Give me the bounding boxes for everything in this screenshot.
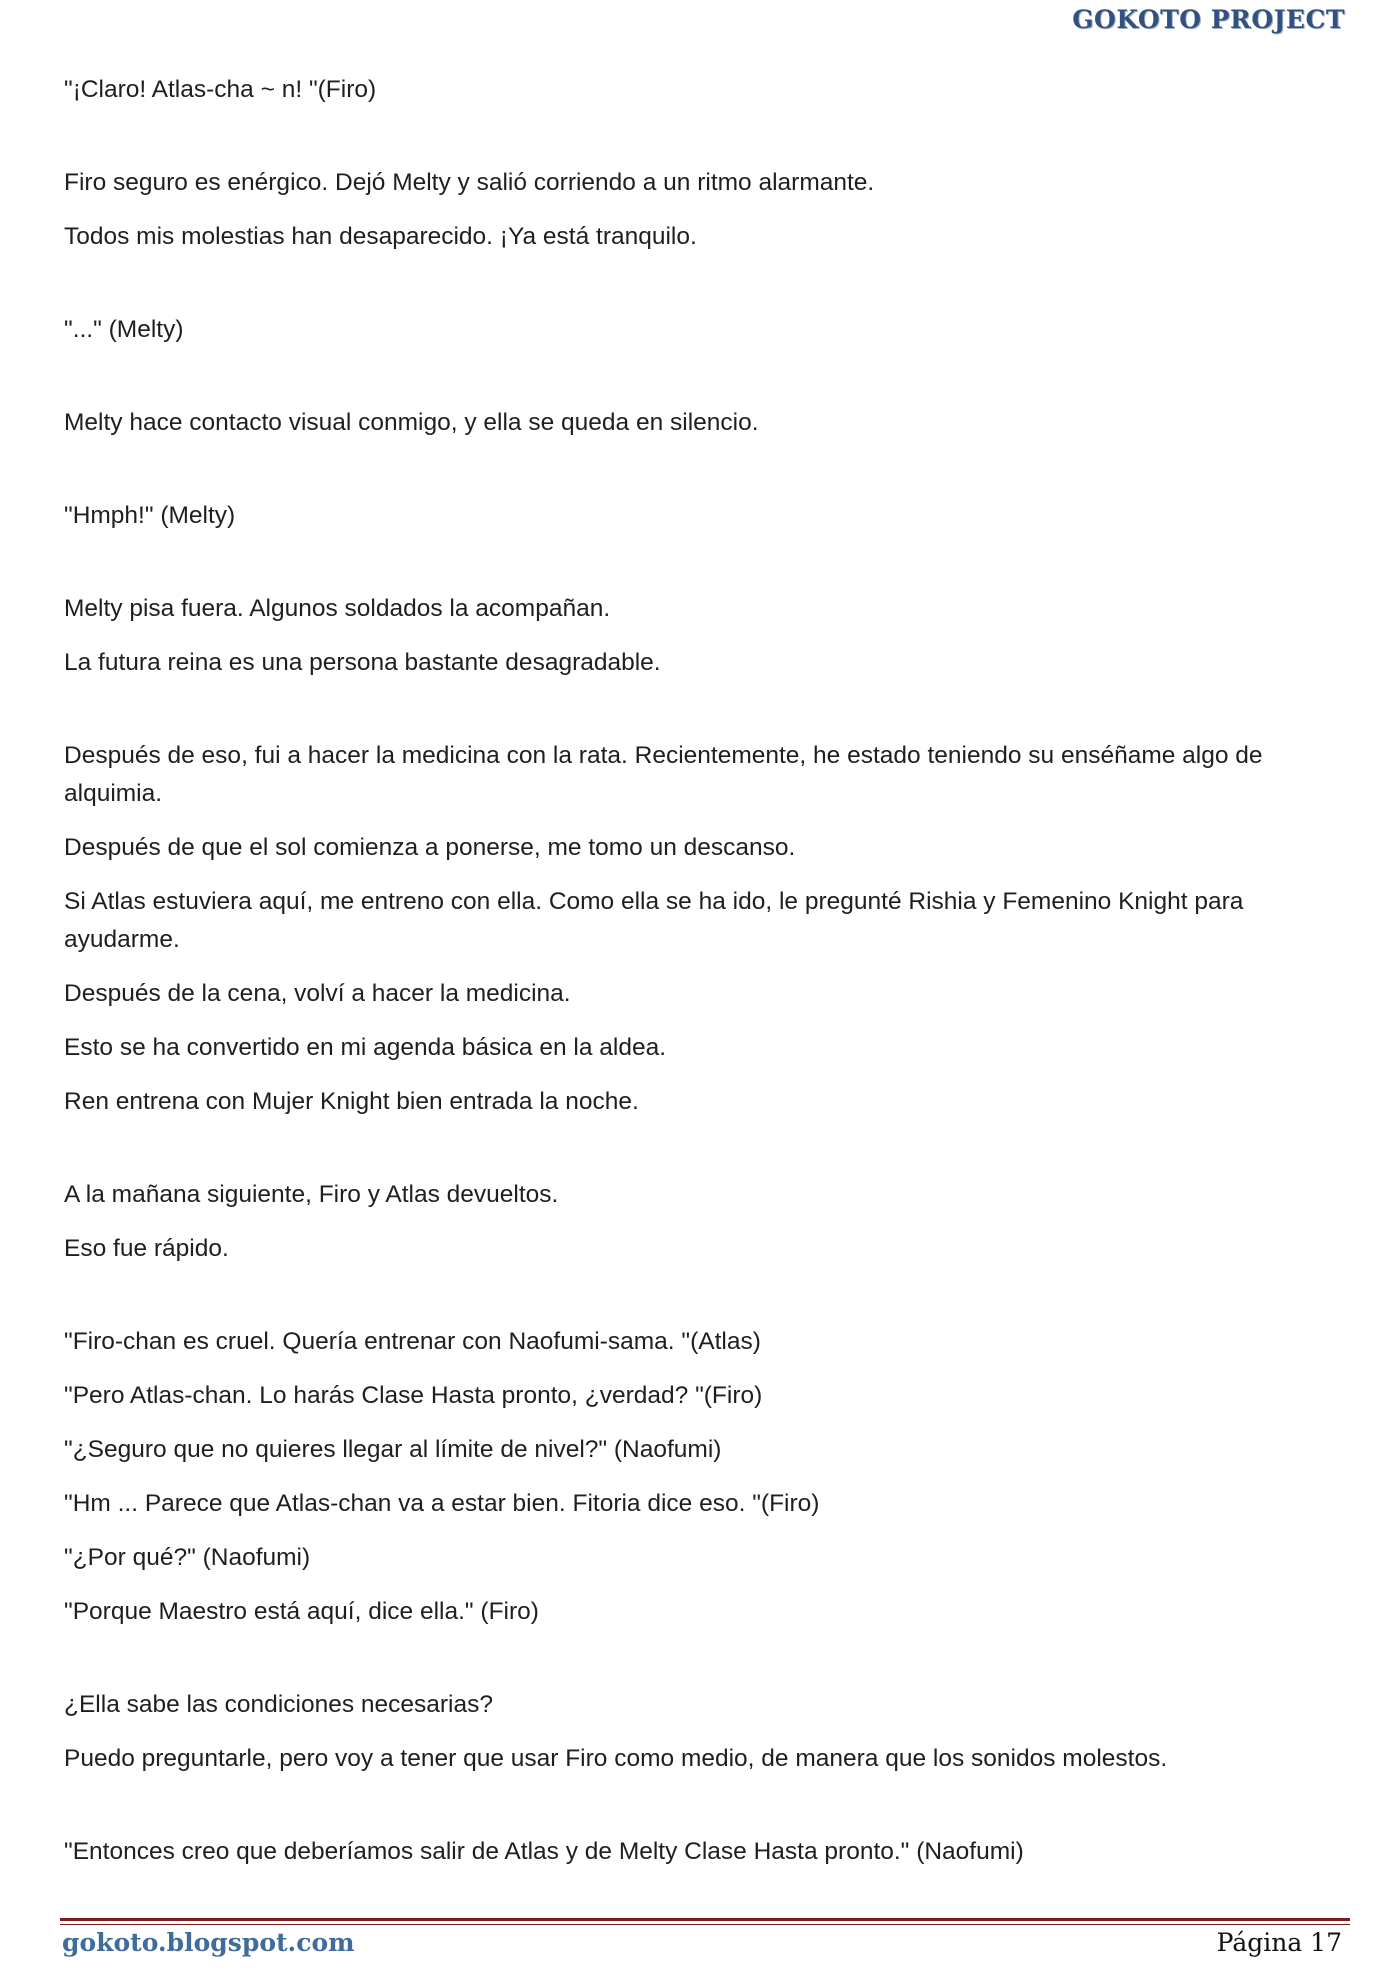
body-text	[64, 71, 1334, 1887]
paragraph: Si Atlas estuviera aquí, me entreno con ella. Como ella se ha ido, le pregunté Rishia y Femenino Knight para ayudarme.	[64, 888, 1244, 953]
paragraph: Después de eso, fui a hacer la medicina con la rata. Recientemente, he estado teniendo su enséñame algo de alquimia.	[64, 742, 1263, 807]
paragraph: La futura reina es una persona bastante desagradable.	[64, 649, 661, 676]
paragraph: Después de la cena, volví a hacer la medicina.	[64, 980, 571, 1007]
paragraph: "Firo-chan es cruel. Quería entrenar con Naofumi-sama. "(Atlas)	[64, 1328, 761, 1355]
paragraph: "..." (Melty)	[64, 316, 184, 343]
paragraph: ¿Ella sabe las condiciones necesarias?	[64, 1691, 493, 1718]
paragraph: Melty hace contacto visual conmigo, y ella se queda en silencio.	[64, 409, 759, 436]
page-number: Página 17	[1216, 1928, 1342, 1957]
paragraph: "¿Por qué?" (Naofumi)	[64, 1544, 311, 1571]
paragraph: "Porque Maestro está aquí, dice ella." (Firo)	[64, 1598, 539, 1625]
footer-divider	[60, 1918, 1350, 1921]
paragraph: "¡Claro! Atlas-cha ~ n! "(Firo)	[64, 76, 377, 103]
paragraph: Eso fue rápido.	[64, 1235, 229, 1262]
paragraph: A la mañana siguiente, Firo y Atlas devueltos.	[64, 1181, 559, 1208]
paragraph: "Pero Atlas-chan. Lo harás Clase Hasta pronto, ¿verdad? "(Firo)	[64, 1382, 763, 1409]
paragraph: Melty pisa fuera. Algunos soldados la acompañan.	[64, 595, 611, 622]
paragraph: Esto se ha convertido en mi agenda básica en la aldea.	[64, 1034, 667, 1061]
paragraph: "Hmph!" (Melty)	[64, 502, 236, 529]
footer-divider-thin	[60, 1924, 1350, 1925]
header-brand: GOKOTO PROJECT	[1072, 5, 1345, 34]
footer-site-link[interactable]: gokoto.blogspot.com	[62, 1928, 355, 1957]
paragraph: "Hm ... Parece que Atlas-chan va a estar bien. Fitoria dice eso. "(Firo)	[64, 1490, 820, 1517]
paragraph: Puedo preguntarle, pero voy a tener que usar Firo como medio, de manera que los sonidos molestos.	[64, 1745, 1168, 1772]
paragraph: Ren entrena con Mujer Knight bien entrada la noche.	[64, 1088, 639, 1115]
paragraph: Todos mis molestias han desaparecido. ¡Ya está tranquilo.	[64, 223, 697, 250]
paragraph: "Entonces creo que deberíamos salir de Atlas y de Melty Clase Hasta pronto." (Naofumi)	[64, 1838, 1024, 1865]
paragraph: "¿Seguro que no quieres llegar al límite de nivel?" (Naofumi)	[64, 1436, 722, 1463]
paragraph: Después de que el sol comienza a ponerse, me tomo un descanso.	[64, 834, 796, 861]
paragraph: Firo seguro es enérgico. Dejó Melty y salió corriendo a un ritmo alarmante.	[64, 169, 875, 196]
